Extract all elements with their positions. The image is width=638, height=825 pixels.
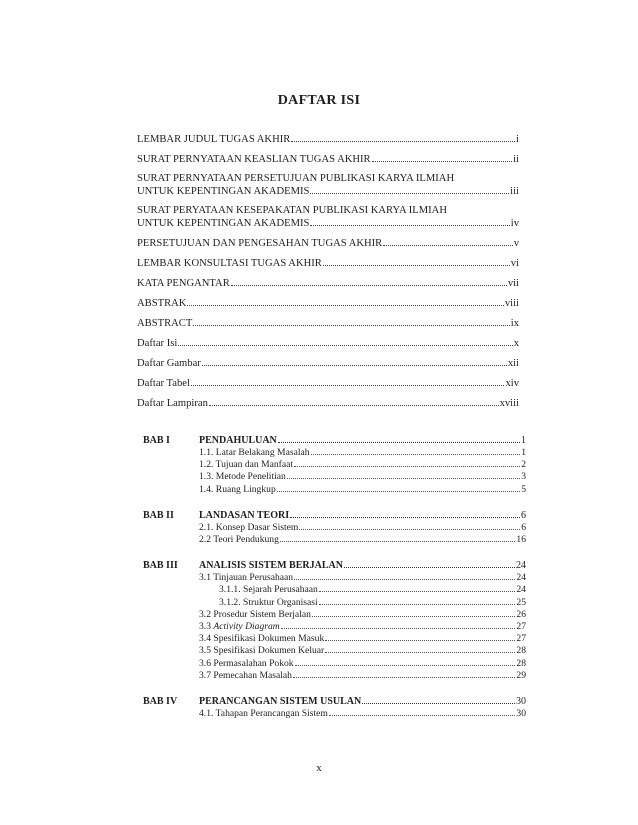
- page-number: x: [316, 762, 322, 774]
- chapter-number: BAB III: [143, 560, 178, 572]
- chapter-title: ANALISIS SISTEM BERJALAN: [199, 560, 343, 572]
- toc-entry-label: ABSTRAK: [137, 298, 187, 309]
- toc-entry[interactable]: [137, 133, 519, 146]
- chapter-list: [143, 434, 526, 733]
- chapter-heading[interactable]: [143, 509, 526, 522]
- section-page: 27: [516, 621, 526, 633]
- dot-leader: [191, 377, 505, 386]
- section-label: 2.1. Konsep Dasar Sistem: [199, 521, 299, 533]
- dot-leader: [299, 522, 520, 530]
- toc-entry-label: KATA PENGANTAR: [137, 278, 230, 289]
- toc-entry-label: Daftar Tabel: [137, 378, 190, 389]
- dot-leader: [193, 317, 509, 326]
- section-label: 2.2 Teori Pendukung: [199, 534, 279, 546]
- toc-entry[interactable]: [137, 397, 519, 410]
- toc-entry[interactable]: [137, 377, 519, 390]
- chapter-title: PERANCANGAN SISTEM USULAN: [199, 696, 362, 708]
- chapter-page: 6: [521, 509, 526, 521]
- front-matter-list: [137, 133, 519, 410]
- section-entry[interactable]: [143, 572, 526, 584]
- dot-leader: [323, 257, 510, 266]
- section-entry[interactable]: [143, 471, 526, 483]
- dot-leader: [311, 447, 521, 455]
- toc-entry-page: ii: [513, 154, 519, 165]
- toc-entry-label: PERSETUJUAN DAN PENGESAHAN TUGAS AKHIR: [137, 238, 383, 249]
- chapter-number: BAB IV: [143, 696, 178, 708]
- toc-entry[interactable]: [137, 337, 519, 350]
- section-page: 2: [521, 459, 526, 471]
- section-label: 3.6 Permasalahan Pokok: [199, 657, 294, 669]
- dot-leader: [294, 459, 520, 467]
- chapter-block: [143, 509, 526, 546]
- section-entry[interactable]: [143, 459, 526, 471]
- section-entry[interactable]: [143, 484, 526, 496]
- section-label-italic: Activity Diagram: [213, 621, 280, 633]
- dot-leader: [231, 277, 507, 286]
- section-label: 4.1. Tahapan Perancangan Sistem: [199, 708, 328, 720]
- toc-entry-label: ABSTRACT: [137, 318, 193, 329]
- dot-leader: [319, 584, 516, 592]
- section-entry[interactable]: [143, 658, 526, 670]
- chapter-block: [143, 434, 526, 496]
- toc-entry-label: Daftar Isi: [137, 338, 178, 349]
- toc-entry-page: v: [513, 238, 519, 249]
- section-page: 28: [516, 645, 526, 657]
- dot-leader: [277, 484, 520, 492]
- toc-entry-label: Daftar Lampiran: [137, 398, 208, 409]
- toc-entry[interactable]: [137, 277, 519, 290]
- dot-leader: [319, 597, 516, 605]
- section-label: 1.1. Latar Belakang Masalah: [199, 447, 310, 458]
- toc-entry[interactable]: [137, 317, 519, 330]
- chapter-page: 24: [516, 560, 526, 572]
- toc-entry-label: LEMBAR KONSULTASI TUGAS AKHIR: [137, 258, 322, 269]
- chapter-number: BAB I: [143, 435, 170, 446]
- toc-entry[interactable]: [137, 153, 519, 166]
- dot-leader: [202, 357, 507, 366]
- section-label: 1.4. Ruang Lingkup: [199, 483, 276, 495]
- dot-leader: [290, 509, 520, 518]
- chapter-heading[interactable]: [143, 695, 526, 708]
- chapter-page: 30: [516, 696, 526, 708]
- toc-entry-label-line2: UNTUK KEPENTINGAN AKADEMIS: [137, 186, 310, 197]
- section-entry[interactable]: [143, 670, 526, 682]
- section-page: 24: [516, 584, 526, 596]
- toc-entry-page: viii: [504, 298, 519, 309]
- section-page: 3: [521, 471, 526, 483]
- section-page: 1: [521, 447, 526, 458]
- toc-entry[interactable]: [137, 257, 519, 270]
- section-entry[interactable]: [143, 522, 526, 534]
- section-page: 16: [516, 534, 526, 546]
- toc-entry-label-line2: UNTUK KEPENTINGAN AKADEMIS: [137, 218, 310, 229]
- toc-entry-label: SURAT PERYATAAN KESEPAKATAN PUBLIKASI KARYA ILMIAH: [137, 205, 447, 216]
- toc-entry-page: ix: [510, 318, 519, 329]
- section-entry[interactable]: [143, 645, 526, 657]
- toc-entry[interactable]: [137, 237, 519, 250]
- chapter-block: [143, 695, 526, 720]
- section-page: 27: [516, 633, 526, 645]
- dot-leader: [310, 217, 509, 226]
- section-entry[interactable]: [143, 633, 526, 645]
- chapter-heading[interactable]: [143, 559, 526, 572]
- section-entry[interactable]: [143, 609, 526, 621]
- section-entry[interactable]: [143, 584, 526, 596]
- chapter-block: [143, 559, 526, 682]
- toc-entry-page: vi: [510, 258, 519, 269]
- section-page: 30: [516, 708, 526, 720]
- dot-leader: [329, 708, 516, 716]
- dot-leader: [209, 397, 499, 406]
- toc-entry-page: x: [513, 338, 519, 349]
- dot-leader: [291, 133, 515, 142]
- dot-leader: [312, 609, 515, 617]
- toc-entry-label: SURAT PERNYATAAN PERSETUJUAN PUBLIKASI KARYA ILMIAH: [137, 173, 455, 184]
- toc-entry-label: Daftar Gambar: [137, 358, 201, 369]
- dot-leader: [280, 534, 516, 542]
- chapter-heading[interactable]: [143, 434, 526, 447]
- toc-entry-label: SURAT PERNYATAAN KEASLIAN TUGAS AKHIR: [137, 154, 371, 165]
- toc-entry-page: vii: [507, 278, 519, 289]
- toc-entry-page: xiv: [505, 378, 519, 389]
- dot-leader: [372, 153, 513, 162]
- section-page: 24: [516, 572, 526, 584]
- section-page: 26: [516, 608, 526, 620]
- section-label: 3.5 Spesifikasi Dokumen Keluar: [199, 645, 325, 657]
- dot-leader: [344, 559, 515, 568]
- section-entry[interactable]: [143, 708, 526, 720]
- toc-entry[interactable]: [137, 297, 519, 310]
- toc-entry-page: xviii: [499, 398, 519, 409]
- dot-leader: [278, 434, 520, 443]
- dot-leader: [325, 633, 515, 641]
- page-title: DAFTAR ISI: [277, 93, 361, 108]
- section-entry[interactable]: [143, 621, 526, 633]
- toc-entry-page: i: [516, 134, 519, 145]
- section-label: 3.7 Pemecahan Masalah: [199, 669, 292, 681]
- dot-leader: [281, 621, 516, 629]
- section-label: 3.3 Activity Diagram: [199, 621, 280, 633]
- chapter-number: BAB II: [143, 509, 174, 521]
- section-label: 3.4 Spesifikasi Dokumen Masuk: [199, 633, 325, 645]
- section-page: 25: [516, 596, 526, 608]
- section-entry[interactable]: [143, 447, 526, 459]
- toc-entry[interactable]: [137, 173, 519, 198]
- dot-leader: [294, 572, 515, 580]
- chapter-title: LANDASAN TEORI: [199, 509, 290, 521]
- dot-leader: [187, 297, 503, 306]
- section-label: 3.2 Prosedur Sistem Berjalan: [199, 608, 311, 620]
- dot-leader: [293, 670, 515, 678]
- section-page: 28: [516, 657, 526, 669]
- dot-leader: [287, 471, 520, 479]
- section-page: 5: [521, 483, 526, 495]
- toc-entry[interactable]: [137, 205, 519, 230]
- chapter-page: 1: [521, 435, 526, 446]
- section-entry[interactable]: [143, 597, 526, 609]
- dot-leader: [362, 695, 515, 704]
- section-label: 3.1 Tinjauan Perusahaan: [199, 572, 294, 584]
- dot-leader: [383, 237, 512, 246]
- dot-leader: [325, 645, 515, 653]
- section-label: 1.3. Metode Penelitian: [199, 471, 286, 483]
- section-label: 3.1.1. Sejarah Perusahaan: [219, 584, 318, 596]
- section-entry[interactable]: [143, 534, 526, 546]
- section-page: 6: [521, 521, 526, 533]
- dot-leader: [295, 658, 516, 666]
- toc-entry[interactable]: [137, 357, 519, 370]
- toc-entry-page: iv: [510, 218, 519, 229]
- toc-entry-label: LEMBAR JUDUL TUGAS AKHIR: [137, 134, 291, 145]
- dot-leader: [310, 185, 509, 194]
- chapter-title: PENDAHULUAN: [199, 435, 277, 446]
- toc-entry-page: iii: [510, 186, 519, 197]
- dot-leader: [178, 337, 512, 346]
- toc-entry-page: xii: [507, 358, 519, 369]
- section-label: 1.2. Tujuan dan Manfaat: [199, 459, 294, 471]
- section-page: 29: [516, 669, 526, 681]
- section-label: 3.1.2. Struktur Organisasi: [219, 596, 318, 608]
